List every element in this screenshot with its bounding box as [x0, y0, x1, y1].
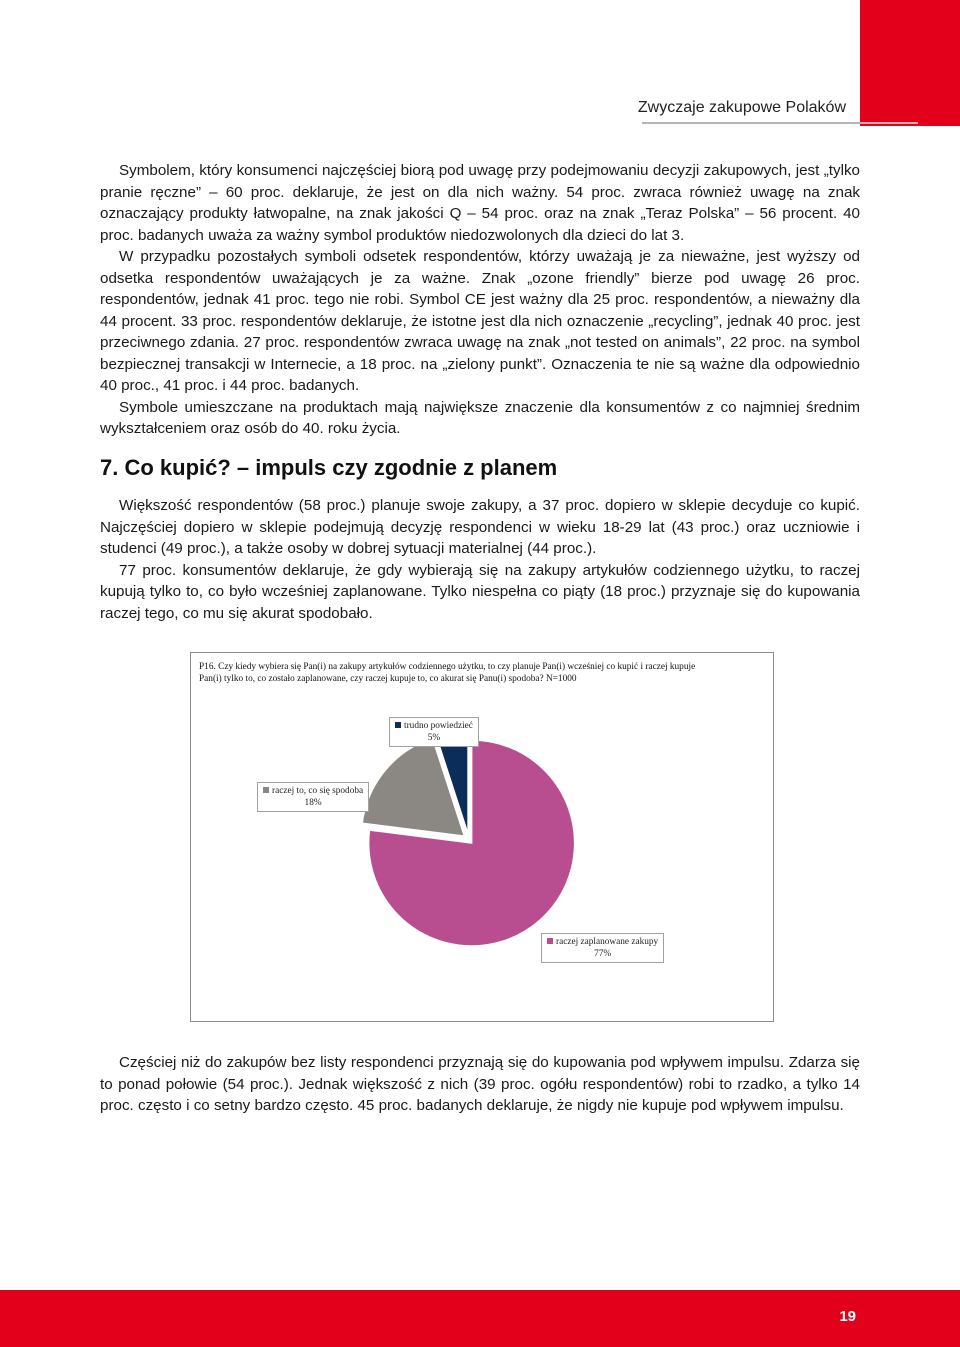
paragraph: 77 proc. konsumentów deklaruje, że gdy wybierają się na zakupy artykułów codziennego użytku, to raczej kupują tylko to, co było wcześniej zaplanowane. Tylko niespełna co piąty (18 proc.) przyznaje się do kupowania raczej tego, co mu się akurat spodobało.	[100, 561, 860, 622]
slice-label-text: trudno powiedzieć	[404, 721, 473, 731]
paragraph: Częściej niż do zakupów bez listy respondenci przyznają się do kupowania pod wpływem impulsu. Zdarza się to ponad połowie (54 proc.). Jednak większość z nich (39 proc. ogółu respondentów) robi to rzadko, a tylko 14 proc. często i co setny bardzo często. 45 proc. badanych deklaruje, że nigdy nie kupuje pod wpływem impulsu.	[100, 1054, 860, 1114]
slice-label-trudno	[389, 717, 479, 747]
text-block-symbols	[100, 160, 860, 440]
footer-bar	[0, 1290, 960, 1347]
slice-value-label: 77%	[594, 949, 612, 959]
paragraph: Większość respondentów (58 proc.) planuje swoje zakupy, a 37 proc. dopiero w sklepie decyduje co kupić. Najczęściej dopiero w sklepie podejmują decyzję respondenci w wieku 18-29 lat (43 proc.) oraz uczniowie i studenci (49 proc.), a także osoby w dobrej sytuacji materialnej (44 proc.).	[100, 497, 860, 557]
running-header-title: Zwyczaje zakupowe Polaków	[637, 99, 846, 116]
pie-chart-figure	[190, 652, 774, 1022]
paragraph: Symbole umieszczane na produktach mają największe znaczenie dla konsumentów z co najmniej średnim wykształceniem oraz osób do 40. roku życia.	[100, 398, 860, 437]
slice-value-label: 5%	[427, 733, 441, 743]
legend-swatch	[547, 938, 553, 944]
legend-swatch	[263, 787, 269, 793]
header-rule	[642, 122, 918, 124]
chart-title: P16. Czy kiedy wybiera się Pan(i) na zakupy artykułów codziennego użytku, to czy planuje Pan(i) wcześniej co kupić i raczej kupuje Pan(i) tylko to, co zostało zaplanowane, czy raczej kupuje to, co akurat się Panu(i) spodoba? N=1000	[199, 662, 696, 684]
header-red-tab	[860, 0, 960, 126]
pie-chart	[191, 653, 773, 1021]
text-block-impulse	[100, 1052, 860, 1117]
slice-label-zaplanowane	[541, 933, 664, 963]
paragraph: Symbolem, który konsumenci najczęściej biorą pod uwagę przy podejmowaniu decyzji zakupowych, jest „tylko pranie ręczne” – 60 proc. deklaruje, że jest on dla nich ważny. 54 proc. zwraca również uwagę na znak oznaczający produkty łatwopalne, na znak jakości Q – 54 proc. oraz na znak „Teraz Polska” – 56 procent. 40 proc. badanych uważa za ważny symbol produktów niedozwolonych dla dzieci do lat 3.	[100, 162, 860, 244]
slice-label-text: raczej zaplanowane zakupy	[556, 937, 659, 947]
legend-swatch	[395, 722, 401, 728]
slice-label-spodoba	[257, 782, 369, 812]
page-number: 19	[839, 1308, 856, 1325]
slice-label-text: raczej to, co się spodoba	[272, 786, 364, 796]
section-heading: 7. Co kupić? – impuls czy zgodnie z planem	[100, 455, 558, 480]
text-block-planning	[100, 495, 860, 624]
paragraph: W przypadku pozostałych symboli odsetek respondentów, którzy uważają je za nieważne, jest wyższy od odsetka respondentów uważających je za ważne. Znak „ozone friendly” bierze pod uwagę 26 proc. respondentów, jednak 41 proc. tego nie robi. Symbol CE jest ważny dla 25 proc. respondentów, a nieważny dla 44 procent. 33 proc. respondentów deklaruje, że istotne jest dla nich oznaczenie „recycling”, jednak 40 proc. jest przeciwnego zdania. 27 proc. respondentów zwraca uwagę na znak „not tested on animals”, 22 proc. na symbol bezpiecznej transakcji w Internecie, a 18 proc. na „zielony punkt”. Oznaczenia te nie są ważne dla odpowiednio 40 proc., 41 proc. i 44 proc. badanych.	[100, 248, 860, 394]
slice-value-label: 18%	[304, 798, 322, 808]
